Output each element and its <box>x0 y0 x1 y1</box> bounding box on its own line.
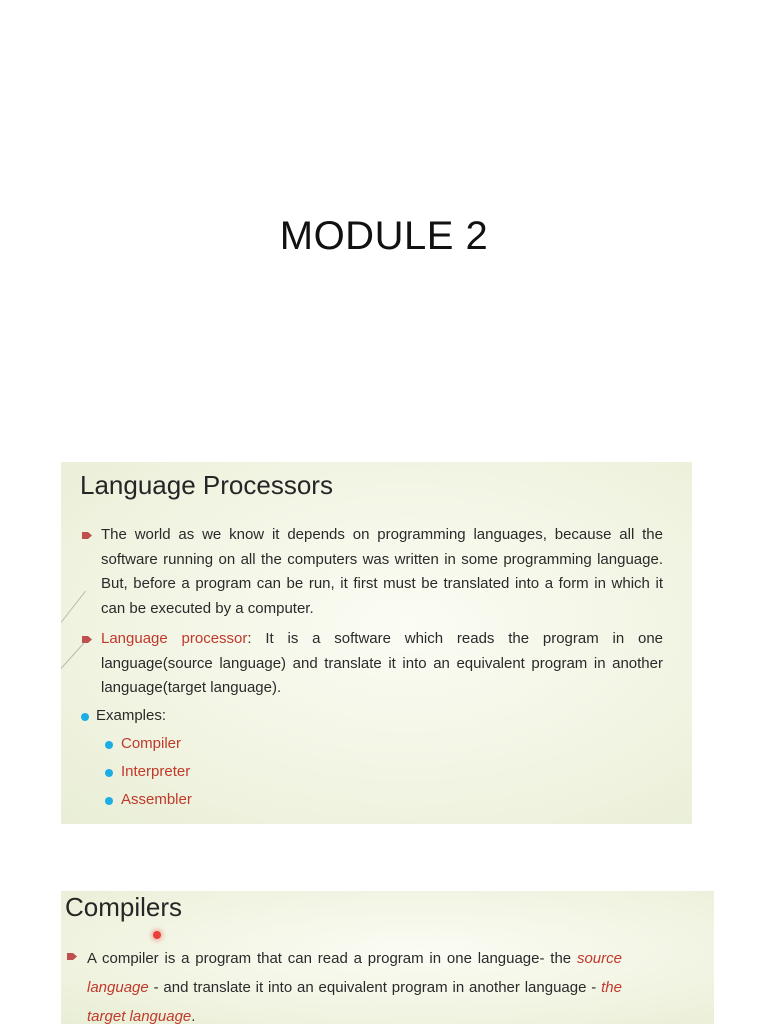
text-segment: . <box>191 1008 196 1024</box>
bullet-paragraph-definition <box>101 627 663 701</box>
term-language-processor: Language processor <box>101 630 248 647</box>
term-source-language: source language <box>87 950 622 996</box>
arrow-bullet-icon <box>67 953 77 960</box>
bullet-dot-icon <box>105 797 113 805</box>
bullet-dot-icon <box>105 741 113 749</box>
slide-title: Compilers <box>65 892 183 922</box>
module-title: MODULE 2 <box>279 214 489 258</box>
example-item: Assembler <box>121 791 192 808</box>
pen-mark <box>61 643 84 669</box>
arrow-bullet-icon <box>82 532 92 539</box>
term-target-language: the target language <box>87 979 622 1024</box>
pen-mark <box>61 591 86 623</box>
bullet-paragraph <box>87 944 622 1024</box>
slide-compilers <box>61 891 714 1024</box>
example-item: Compiler <box>121 735 182 752</box>
definition-text: : It is a software which reads the program in one language(source language) and translate it into an equivalent program in another language(target language). <box>101 630 664 696</box>
slide-language-processors <box>61 462 692 824</box>
laser-pointer-icon <box>153 931 161 939</box>
example-item: Interpreter <box>121 763 191 780</box>
slide-title: Language Processors <box>80 470 333 500</box>
bullet-dot-icon <box>81 713 89 721</box>
examples-label: Examples: <box>96 707 167 724</box>
bullet-paragraph: The world as we know it depends on programming languages, because all the software running on all the computers was written in some programming language. But, before a program can be run, it first must be translated into a form in which it can be executed by a computer. <box>101 526 663 617</box>
arrow-bullet-icon <box>82 636 92 643</box>
text-segment: A compiler is a program that can read a program in one language- the <box>87 950 577 967</box>
bullet-dot-icon <box>105 769 113 777</box>
text-segment: - and translate it into an equivalent program in another language - <box>148 979 602 996</box>
